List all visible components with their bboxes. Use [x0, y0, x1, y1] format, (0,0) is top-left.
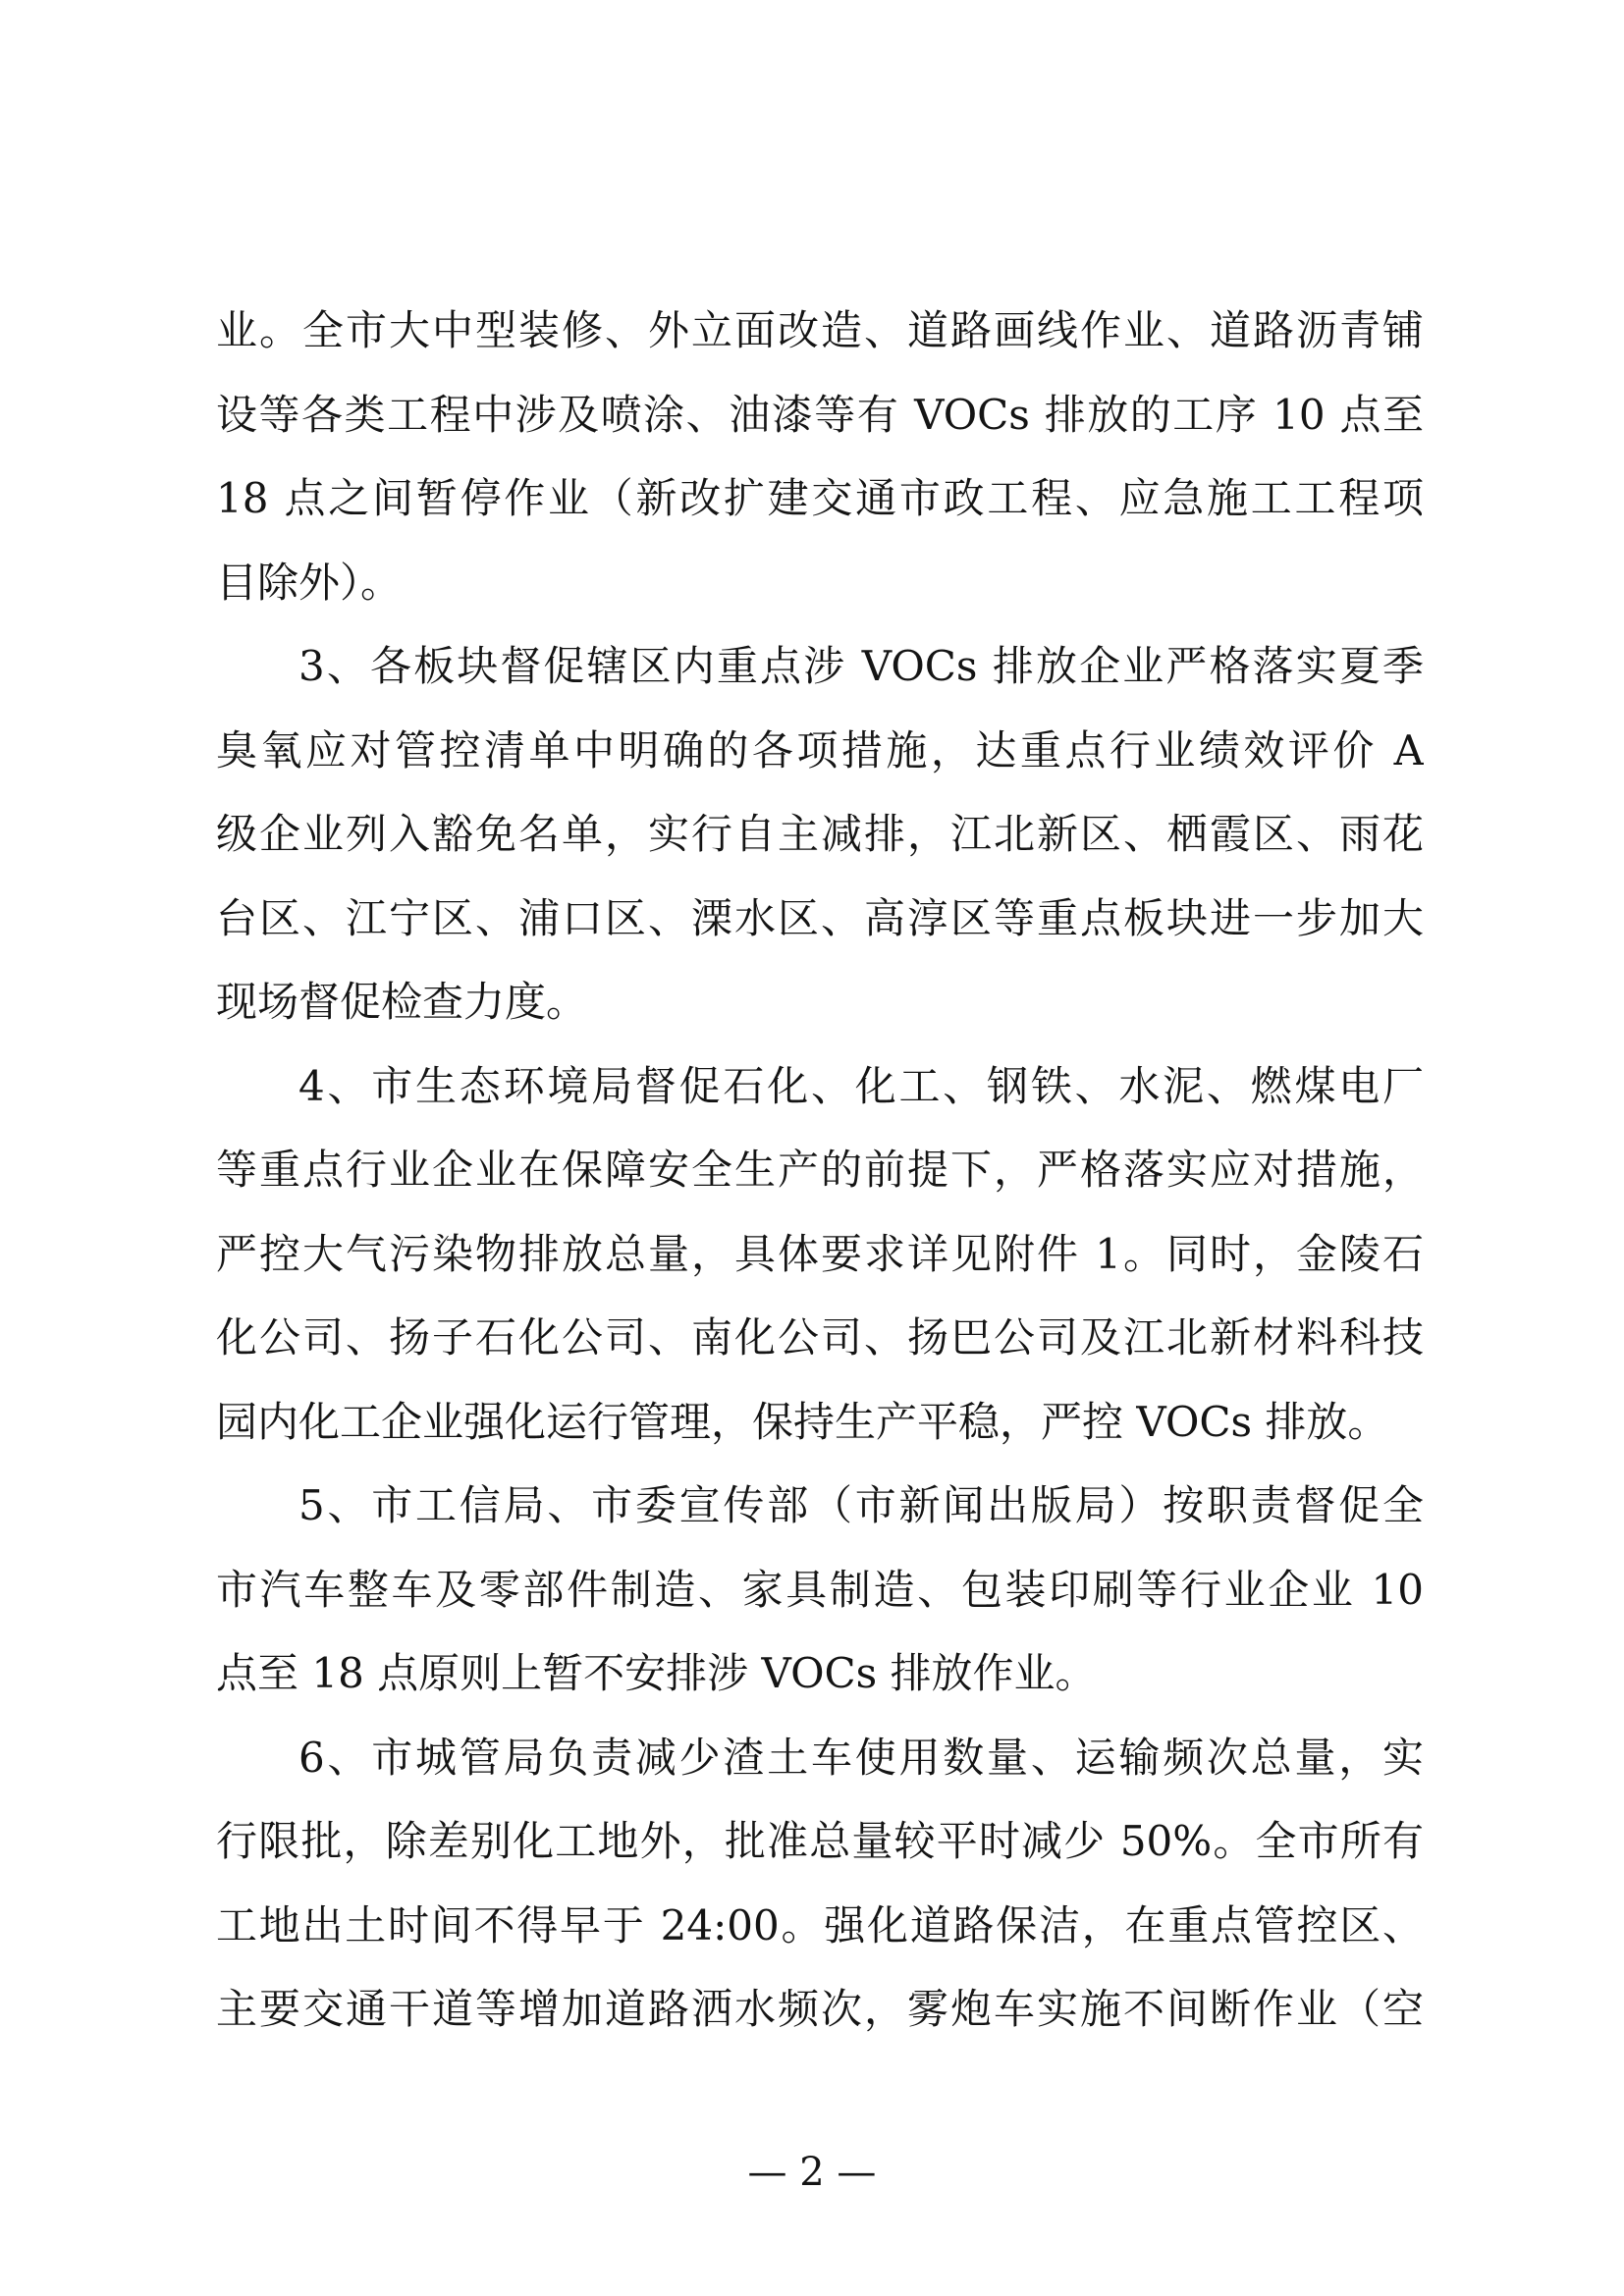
- text-line: 工地出土时间不得早于 24:00。强化道路保洁，在重点管控区、: [216, 1900, 1424, 1949]
- text-line: 严控大气污染物排放总量，具体要求详见附件 1。同时，金陵石: [216, 1229, 1424, 1278]
- text-line: 行限批，除差别化工地外，批准总量较平时减少 50%。全市所有: [216, 1817, 1424, 1865]
- paragraph-item-3: [216, 624, 1424, 1044]
- text-line: 点至 18 点原则上暂不安排涉 VOCs 排放作业。: [216, 1649, 1097, 1697]
- text-line: 等重点行业企业在保障安全生产的前提下，严格落实应对措施，: [216, 1146, 1424, 1194]
- text-line: 18 点之间暂停作业（新改扩建交通市政工程、应急施工工程项: [216, 474, 1424, 522]
- text-line: 园内化工企业强化运行管理，保持生产平稳，严控 VOCs 排放。: [216, 1397, 1389, 1446]
- paragraph-continuation: [216, 289, 1424, 624]
- text-line: 现场督促检查力度。: [216, 978, 588, 1026]
- text-line: 级企业列入豁免名单，实行自主减排，江北新区、栖霞区、雨花: [216, 810, 1424, 858]
- text-line: 6、市城管局负责减少渣土车使用数量、运输频次总量，实: [298, 1733, 1424, 1782]
- text-line: 设等各类工程中涉及喷涂、油漆等有 VOCs 排放的工序 10 点至: [216, 390, 1424, 439]
- text-line: 业。全市大中型装修、外立面改造、道路画线作业、道路沥青铺: [216, 306, 1424, 354]
- text-line: 目除外）。: [216, 558, 403, 607]
- text-line: 市汽车整车及零部件制造、家具制造、包装印刷等行业企业 10: [216, 1565, 1424, 1614]
- paragraph-item-4: [216, 1044, 1424, 1465]
- page-number: — 2 —: [747, 2150, 877, 2195]
- text-line: 台区、江宁区、浦口区、溧水区、高淳区等重点板块进一步加大: [216, 893, 1424, 942]
- text-line: 5、市工信局、市委宣传部（市新闻出版局）按职责督促全: [298, 1481, 1424, 1529]
- paragraph-item-6: [216, 1716, 1424, 2052]
- paragraph-item-5: [216, 1464, 1424, 1716]
- text-line: 3、各板块督促辖区内重点涉 VOCs 排放企业严格落实夏季: [298, 642, 1424, 690]
- document-body: [216, 289, 1424, 2052]
- text-line: 主要交通干道等增加道路洒水频次，雾炮车实施不间断作业（空: [216, 1985, 1424, 2033]
- text-line: 臭氧应对管控清单中明确的各项措施，达重点行业绩效评价 A: [216, 725, 1424, 774]
- text-line: 化公司、扬子石化公司、南化公司、扬巴公司及江北新材料科技: [216, 1313, 1424, 1362]
- text-line: 4、市生态环境局督促石化、化工、钢铁、水泥、燃煤电厂: [298, 1061, 1424, 1110]
